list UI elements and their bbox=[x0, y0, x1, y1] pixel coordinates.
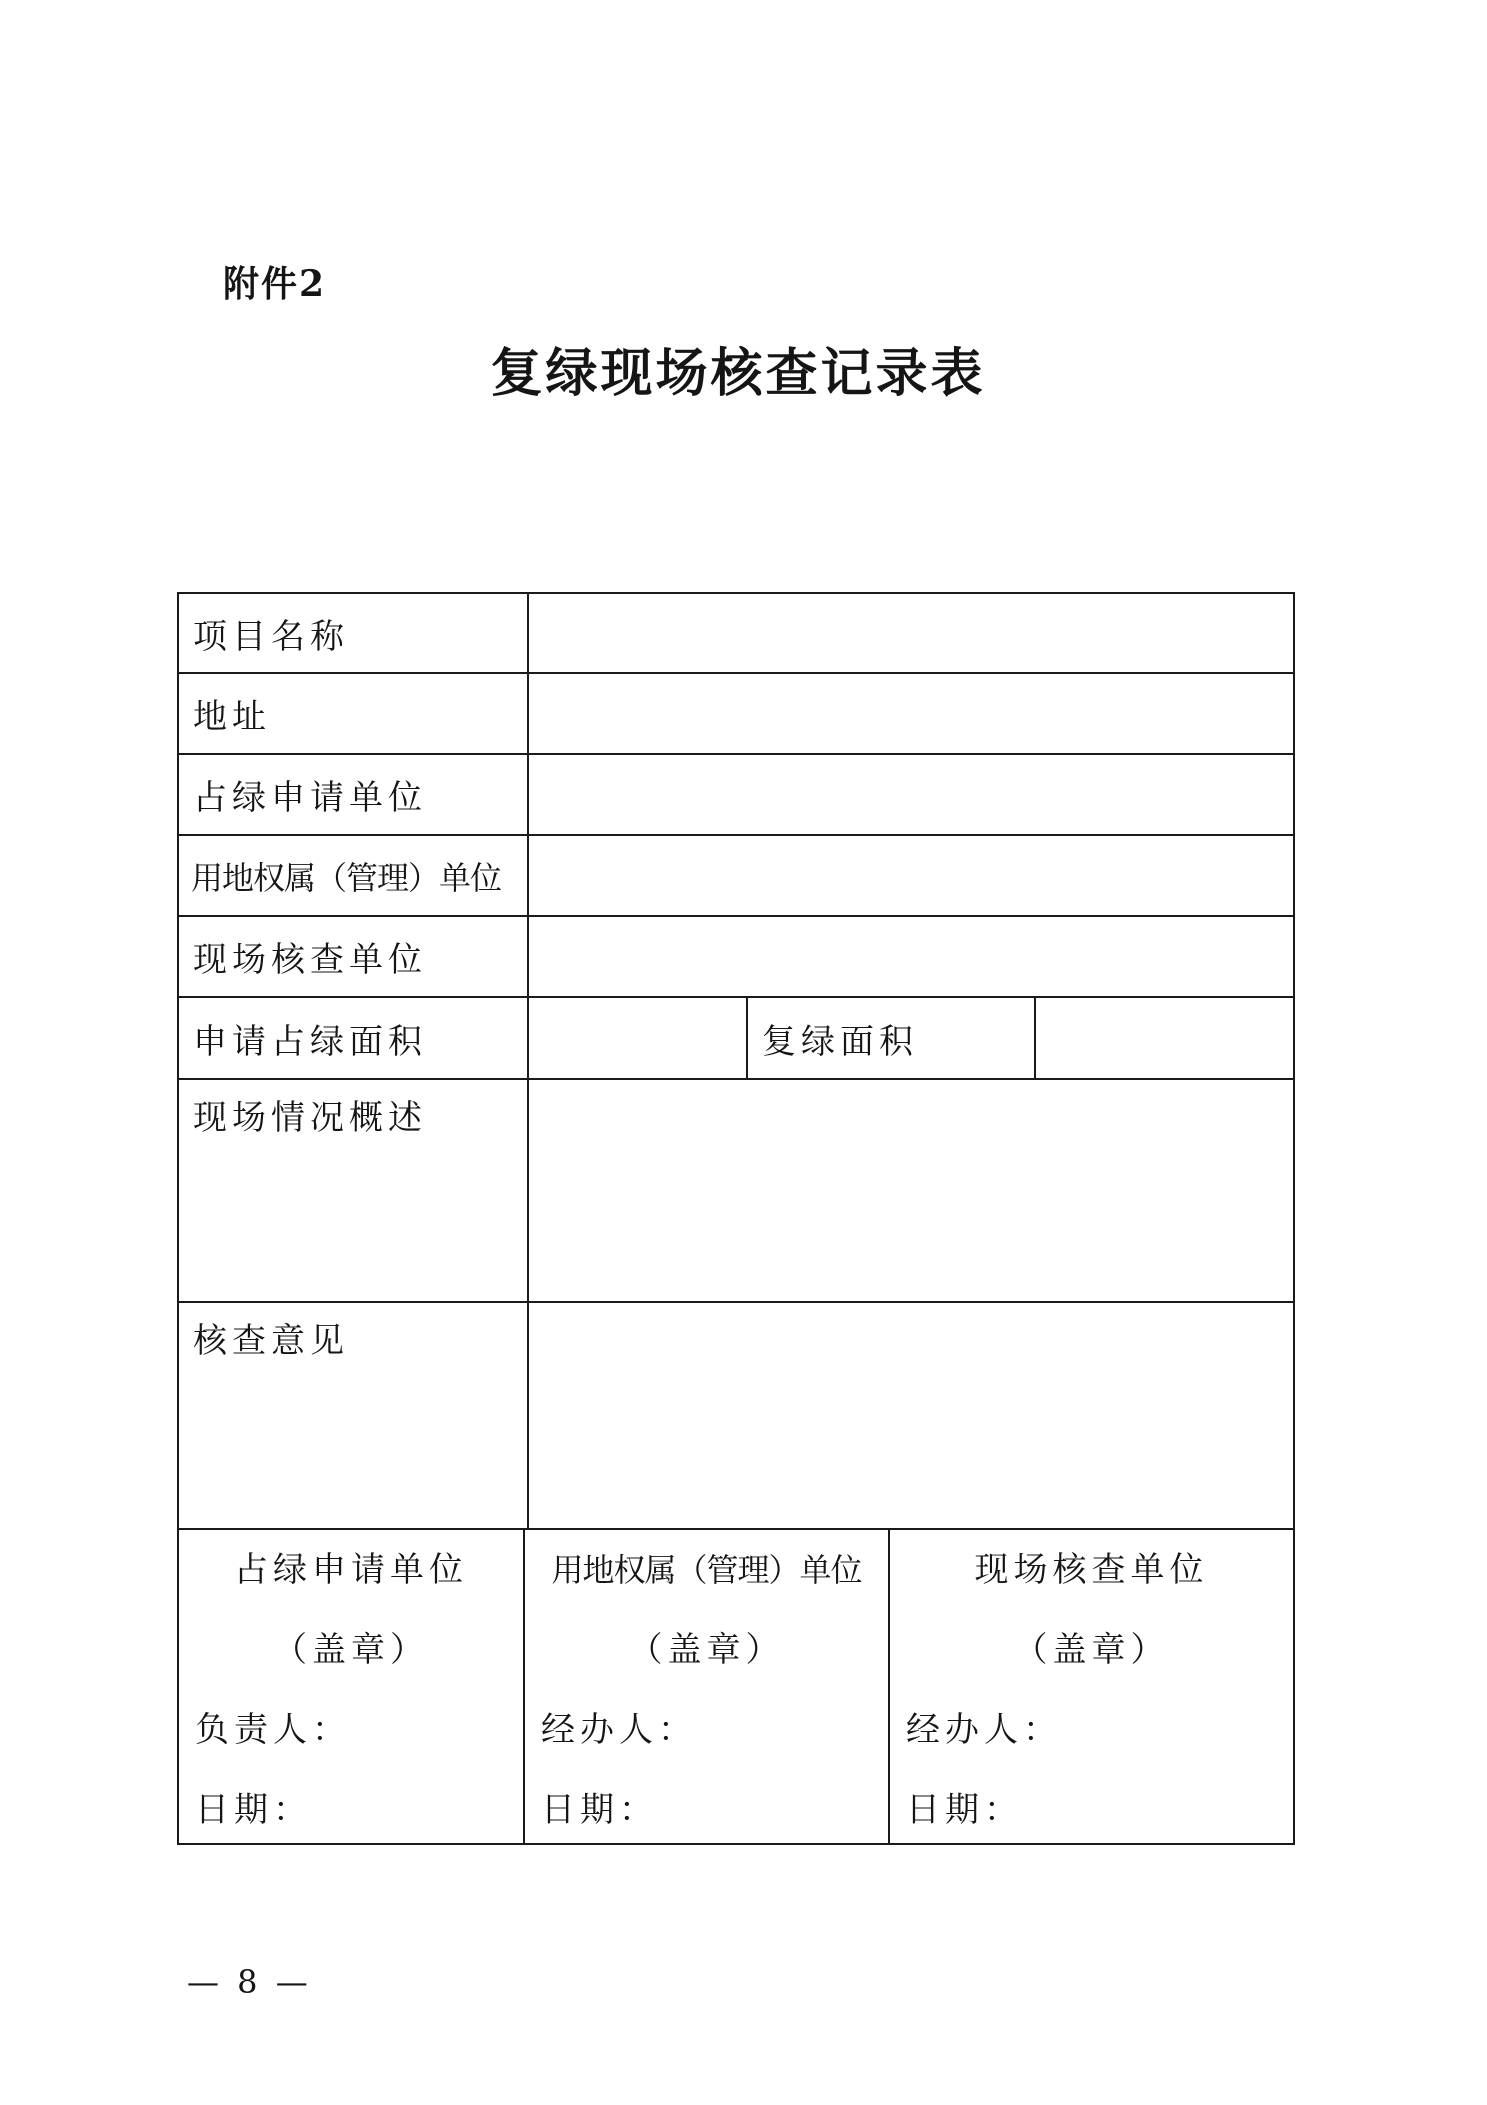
value-inspection-unit bbox=[529, 917, 1293, 998]
attachment-label: 附件2 bbox=[223, 263, 327, 305]
label-applied-area: 申请占绿面积 bbox=[179, 998, 529, 1080]
signature-seal-note: （盖章） bbox=[1013, 1630, 1170, 1670]
signature-date-label: 日期： bbox=[906, 1790, 1023, 1830]
label-land-ownership-unit: 用地权属（管理）单位 bbox=[179, 836, 529, 917]
label-address: 地址 bbox=[179, 674, 529, 755]
signature-seal-note: （盖章） bbox=[273, 1630, 429, 1670]
value-project-name bbox=[529, 594, 1293, 674]
signature-block-inspection bbox=[890, 1530, 1293, 1843]
value-applied-area bbox=[529, 998, 748, 1080]
signature-block-land-ownership bbox=[525, 1530, 890, 1843]
label-inspection-opinion: 核查意见 bbox=[179, 1303, 529, 1530]
inspection-record-table bbox=[177, 592, 1295, 1845]
value-site-summary bbox=[529, 1080, 1293, 1303]
signature-date-label: 日期： bbox=[195, 1790, 312, 1830]
signature-unit-name: 用地权属（管理）单位 bbox=[551, 1551, 862, 1589]
label-project-name: 项目名称 bbox=[179, 594, 529, 674]
value-address bbox=[529, 674, 1293, 755]
signature-person-label: 负责人： bbox=[195, 1710, 351, 1750]
signature-unit-name: 现场核查单位 bbox=[974, 1550, 1209, 1590]
signature-person-label: 经办人： bbox=[541, 1710, 697, 1750]
signature-block-applicant bbox=[179, 1530, 525, 1843]
page-title: 复绿现场核查记录表 bbox=[490, 343, 986, 404]
label-inspection-unit: 现场核查单位 bbox=[179, 917, 529, 998]
value-restored-area bbox=[1036, 998, 1293, 1080]
signature-person-label: 经办人： bbox=[906, 1710, 1062, 1750]
value-inspection-opinion bbox=[529, 1303, 1293, 1530]
signature-date-label: 日期： bbox=[541, 1790, 658, 1830]
signature-seal-note: （盖章） bbox=[628, 1630, 785, 1670]
label-applicant-unit: 占绿申请单位 bbox=[179, 755, 529, 836]
page-number: — 8 — bbox=[187, 1963, 312, 2001]
signature-unit-name: 占绿申请单位 bbox=[234, 1550, 468, 1590]
label-restored-area: 复绿面积 bbox=[748, 998, 1036, 1080]
value-applicant-unit bbox=[529, 755, 1293, 836]
label-site-summary: 现场情况概述 bbox=[179, 1080, 529, 1303]
value-land-ownership-unit bbox=[529, 836, 1293, 917]
